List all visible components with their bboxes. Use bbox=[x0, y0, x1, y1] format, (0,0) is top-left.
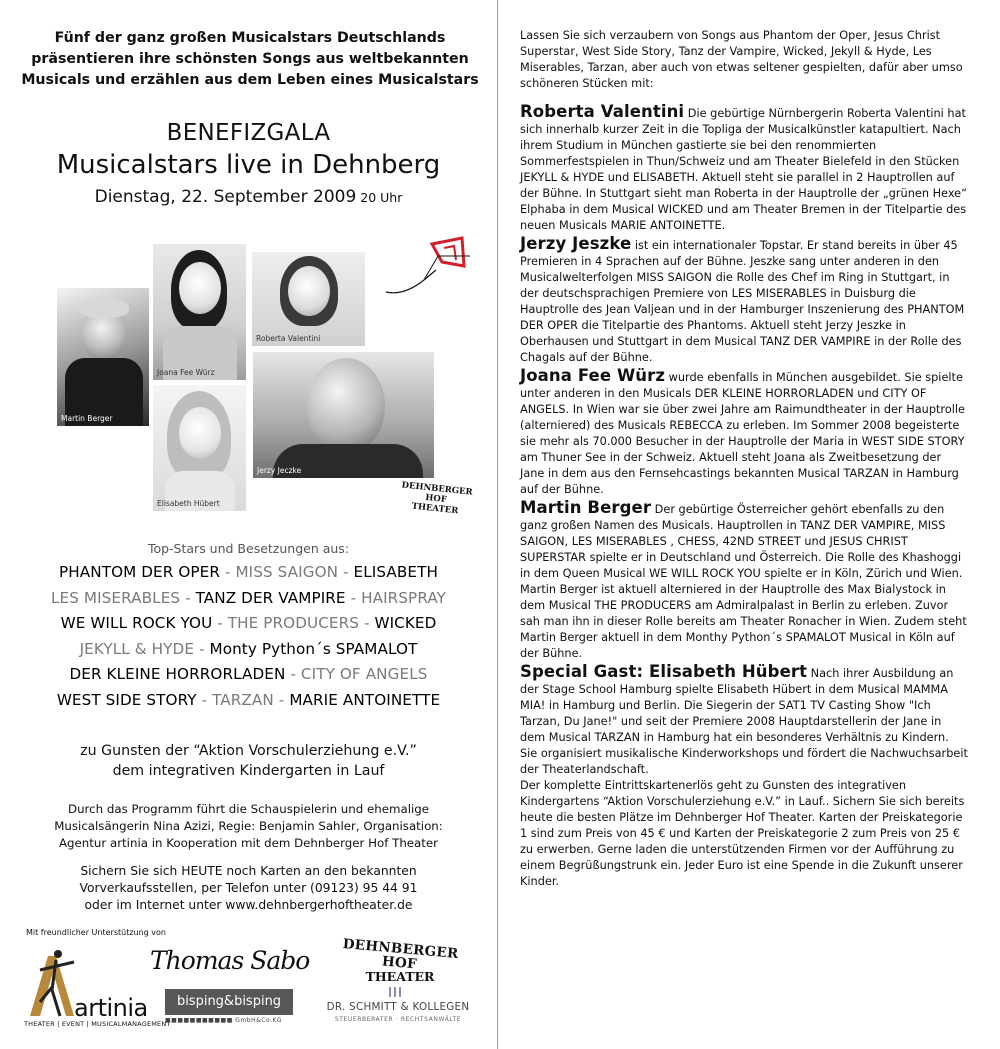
shows-list bbox=[0, 560, 497, 713]
photo-elisabeth-huebert bbox=[153, 385, 246, 511]
photo-caption: Jerzy Jeczke bbox=[257, 466, 302, 475]
cause-line: zu Gunsten der “Aktion Vorschulerziehung e.V.” bbox=[80, 743, 417, 759]
program-info bbox=[10, 801, 487, 852]
bisping-logo: bisping&bisping bbox=[165, 989, 293, 1015]
shows-separator: - bbox=[196, 690, 213, 709]
bio-name: Martin Berger bbox=[520, 498, 652, 517]
charity-cause bbox=[0, 741, 497, 781]
bio-text: Die gebürtige Nürnbergerin Roberta Valentini hat sich innerhalb kurzer Zeit in die Topliga der Musicalkünstler katapultiert. Nach ihrem Studium in München gastierte sie bei den renommierten Sommerfestspielen in Thun/Schweiz und am Theater Bielefeld in den Stücken JEKYLL & HYDE und ELISABETH. Aktuell steht sie parallel in 2 Hauptrollen auf der Bühne. In Stuttgart sieht man Roberta in der Hauptrolle der „grünen Hexe“ Elphaba in dem Musical WICKED und am Theater Bremen in der Titelpartie des neuen Musicals MARIE ANTOINETTE. bbox=[520, 107, 967, 232]
right-intro: Lassen Sie sich verzaubern von Songs aus Phantom der Oper, Jesus Christ Superstar, West Side Story, Tanz der Vampire, Wicked, Jekyll & Hyde, Les Miserables, Tarzan, aber auch von etwas seltener gespielten, dafür aber umso schöneren Stücken mit: bbox=[520, 29, 963, 90]
shows-separator: - bbox=[359, 614, 375, 632]
show-title: DER KLEINE HORRORLADEN bbox=[69, 665, 286, 683]
bisping-subline: ■■■■■■■■■■■ GmbH&Co.KG bbox=[165, 1017, 283, 1024]
shows-separator: - bbox=[220, 563, 236, 581]
shows-separator: - bbox=[285, 665, 301, 683]
photo-roberta-valentini bbox=[252, 252, 365, 346]
show-title: WE WILL ROCK YOU bbox=[60, 614, 213, 632]
show-title: TARZAN bbox=[212, 690, 274, 709]
program-line: Musicalsängerin Nina Azizi, Regie: Benjamin Sahler, Organisation: bbox=[54, 819, 443, 833]
bio-elisabeth-huebert bbox=[520, 662, 968, 778]
closing-text: Der komplette Eintrittskartenerlös geht zu Gunsten des integrativen Kindergartens “Aktion Vorschulerziehung e.V.” in Lauf.. Sichern Sie sich bereits heute die besten Plätze im Dehnberger Hof Theater. Karten der Preiskategorie 1 sind zum Preis von 45 € und Karten der Preiskategorie 2 zum Preis von 25 € zu erwerben. Gerne laden die unterstützenden Firmen vor der Aufführung zu einem Begrüßungstrunk ein. Jeder Euro ist eine Spende in die Zukunft unserer Kinder. bbox=[520, 779, 965, 888]
support-label: Mit freundlicher Unterstützung von bbox=[26, 928, 166, 937]
ticket-info bbox=[0, 863, 497, 914]
show-title: LES MISERABLES bbox=[50, 588, 181, 607]
show-title: MARIE ANTOINETTE bbox=[289, 690, 441, 709]
bio-text: ist ein internationaler Topstar. Er stand bereits in über 45 Premieren in 4 Sprachen auf der Bühne. Jeszke sang unter anderen in den Musicalwelterfolgen MISS SAIGON die Rolle des Chef im Ring in Stuttgart, in der deutschsprachigen Premiere von LES MISERABLES in Duisburg die Hauptrolle des Jean Valjean und in der Hamburger Inszenierung des PHANTOM DER OPER die Titelpartie des Phantoms. Aktuell steht Jerzy Jeszke in Oberhausen und Stuttgart in dem Musical TANZ DER VAMPIRE in der Rolle des Chagals auf der Bühne. bbox=[520, 239, 965, 364]
bio-text: wurde ebenfalls in München ausgebildet. Sie spielte unter anderen in den Musicals DER KLEINE HORRORLADEN und CITY OF ANGELS. In Wien war sie über zwei Jahre am Raimundtheater in der Hauptrolle (alterniered) des Musicals REBECCA zu erleben. Im Sommer 2008 begeisterte sie mehr als 70.000 Besucher in der Hauptrolle der Maria in WEST SIDE STORY am Thuner See in der Schweiz. Aktuell steht Joana als Zweitbesetzung der Jane in dem aus den Fernsehcastings bekannten Musical TARZAN in Hamburg auf der Bühne. bbox=[520, 371, 965, 496]
event-date bbox=[0, 187, 497, 207]
show-title: MISS SAIGON bbox=[235, 563, 339, 581]
program-line: Durch das Programm führt die Schauspielerin und ehemalige bbox=[67, 802, 430, 816]
event-title: BENEFIZGALA bbox=[166, 120, 331, 146]
show-title: CITY OF ANGELS bbox=[300, 665, 428, 683]
right-column bbox=[520, 28, 968, 890]
artinia-dancer-icon bbox=[26, 946, 78, 1020]
shows-separator: - bbox=[194, 639, 210, 658]
ticket-line: Vorverkaufsstellen, per Telefon unter (09123) 95 44 91 bbox=[79, 881, 418, 895]
theater-logo bbox=[330, 935, 470, 984]
column-divider bbox=[497, 0, 498, 1049]
intro-line: präsentieren ihre schönsten Songs aus weltbekannten bbox=[31, 51, 469, 67]
shows-caption: Top-Stars und Besetzungen aus: bbox=[147, 541, 350, 556]
theater-logo-line: DEHNBERGER HOF bbox=[342, 935, 460, 973]
show-title: ELISABETH bbox=[353, 563, 439, 581]
left-column bbox=[0, 0, 497, 1049]
photo-caption: Elisabeth Hübert bbox=[157, 499, 220, 508]
bio-jerzy-jeszke bbox=[520, 234, 968, 366]
theater-logo-line: DEHNBERGER HOF bbox=[401, 480, 473, 506]
schmitt-columns-icon bbox=[388, 986, 402, 998]
theater-logo-small bbox=[389, 479, 484, 518]
show-title: JEKYLL & HYDE bbox=[79, 639, 195, 658]
photo-caption: Roberta Valentini bbox=[256, 334, 321, 343]
bio-joana-fee-wuerz bbox=[520, 366, 968, 498]
event-date-text: Dienstag, 22. September 2009 bbox=[94, 187, 357, 207]
show-title: PHANTOM DER OPER bbox=[58, 563, 220, 581]
artinia-name: artinia bbox=[74, 994, 148, 1022]
show-title: WICKED bbox=[374, 614, 437, 632]
shows-separator: - bbox=[338, 563, 354, 581]
cause-line: dem integrativen Kindergarten in Lauf bbox=[112, 763, 385, 779]
shows-row bbox=[0, 662, 497, 688]
ticket-line: oder im Internet unter www.dehnbergerhoftheater.de bbox=[84, 898, 413, 912]
program-line: Agentur artinia in Kooperation mit dem Dehnberger Hof Theater bbox=[58, 836, 439, 850]
event-subtitle: Musicalstars live in Dehnberg bbox=[56, 150, 441, 180]
bio-text: Nach ihrer Ausbildung an der Stage School Hamburg spielte Elisabeth Hübert in dem Musical MAMMA MIA! in Hamburg und Berlin. Die Siegerin der SAT1 TV Casting Show "Ich Tarzan, Du Jane!" und seit der Premiere 2008 Hauptdarstellerin der Jane in dem Musical TARZAN in Hamburg hat ein besonderes Verhältnis zu Kindern. Sie organisiert musikalische Kinderworkshops und fördert die Nachwuchsarbeit der Theaterlandschaft. bbox=[520, 667, 968, 776]
photo-caption: Joana Fee Würz bbox=[157, 368, 215, 377]
shows-separator: - bbox=[180, 588, 196, 607]
photo-jerzy-jeczke bbox=[253, 352, 434, 478]
intro-line: Musicals und erzählen aus dem Leben eines Musicalstars bbox=[21, 72, 479, 88]
shows-row bbox=[0, 586, 497, 612]
bio-name: Joana Fee Würz bbox=[520, 366, 666, 385]
schmitt-subline: STEUERBERATER · RECHTSANWÄLTE bbox=[334, 1016, 462, 1023]
bio-name: Jerzy Jeszke bbox=[520, 234, 632, 253]
shows-row bbox=[0, 611, 497, 637]
artinia-tagline: THEATER | EVENT | MUSICALMANAGEMENT bbox=[24, 1020, 171, 1028]
shows-row bbox=[0, 560, 497, 586]
photo-martin-berger bbox=[57, 288, 149, 426]
bio-name: Roberta Valentini bbox=[520, 102, 685, 121]
show-title: HAIRSPRAY bbox=[361, 588, 447, 607]
photo-joana-fee-wuerz bbox=[153, 244, 246, 380]
artinia-logo bbox=[24, 944, 171, 1034]
bio-martin-berger bbox=[520, 498, 968, 662]
shows-row bbox=[0, 637, 497, 663]
show-title: THE PRODUCERS bbox=[227, 614, 360, 632]
show-title: TANZ DER VAMPIRE bbox=[195, 588, 346, 607]
bio-text: Der gebürtige Österreicher gehört ebenfalls zu den ganz großen Namen des Musicals. Hauptrollen in TANZ DER VAMPIRE, MISS SAIGON, LES MISERABLES , CHESS, 42ND STREET und JESUS CHRIST SUPERSTAR spielte er in Deutschland und Österreich. Die Rolle des Khashoggi in dem Queen Musical WE WILL ROCK YOU spielte er in Köln, Zürich und Wien. Martin Berger ist aktuell alterniered in der Hauptrolle des Max Bialystock in dem Musical THE PRODUCERS am Admiralpalast in Berlin zu erleben. Zuvor sah man ihn in dieser Rolle bereits am Theater Ronacher in Wien. Zudem steht Martin Berger aktuell in dem Monthy Python´s SPAMALOT Musical in Köln auf der Bühne. bbox=[520, 503, 967, 660]
show-title: Monty Python´s SPAMALOT bbox=[209, 639, 418, 658]
theater-logo-line: THEATER bbox=[365, 969, 435, 984]
shows-separator: - bbox=[273, 690, 290, 709]
theater-logo-line: THEATER bbox=[411, 501, 459, 517]
show-title: WEST SIDE STORY bbox=[56, 690, 197, 709]
event-time: 20 Uhr bbox=[360, 190, 403, 205]
schmitt-logo: DR. SCHMITT & KOLLEGEN bbox=[326, 1001, 470, 1013]
photo-caption: Martin Berger bbox=[61, 414, 113, 423]
bio-roberta-valentini bbox=[520, 102, 968, 234]
ticket-line: Sichern Sie sich HEUTE noch Karten an den bekannten bbox=[80, 864, 417, 878]
intro-line: Fünf der ganz großen Musicalstars Deutschlands bbox=[54, 30, 446, 46]
shows-separator: - bbox=[212, 614, 228, 632]
shows-row bbox=[0, 688, 497, 714]
thomas-sabo-logo: Thomas Sabo bbox=[150, 946, 310, 975]
bio-name: Special Gast: Elisabeth Hübert bbox=[520, 662, 808, 681]
shows-separator: - bbox=[345, 588, 362, 607]
theater-signet-icon bbox=[384, 236, 474, 300]
intro-text bbox=[20, 28, 480, 91]
